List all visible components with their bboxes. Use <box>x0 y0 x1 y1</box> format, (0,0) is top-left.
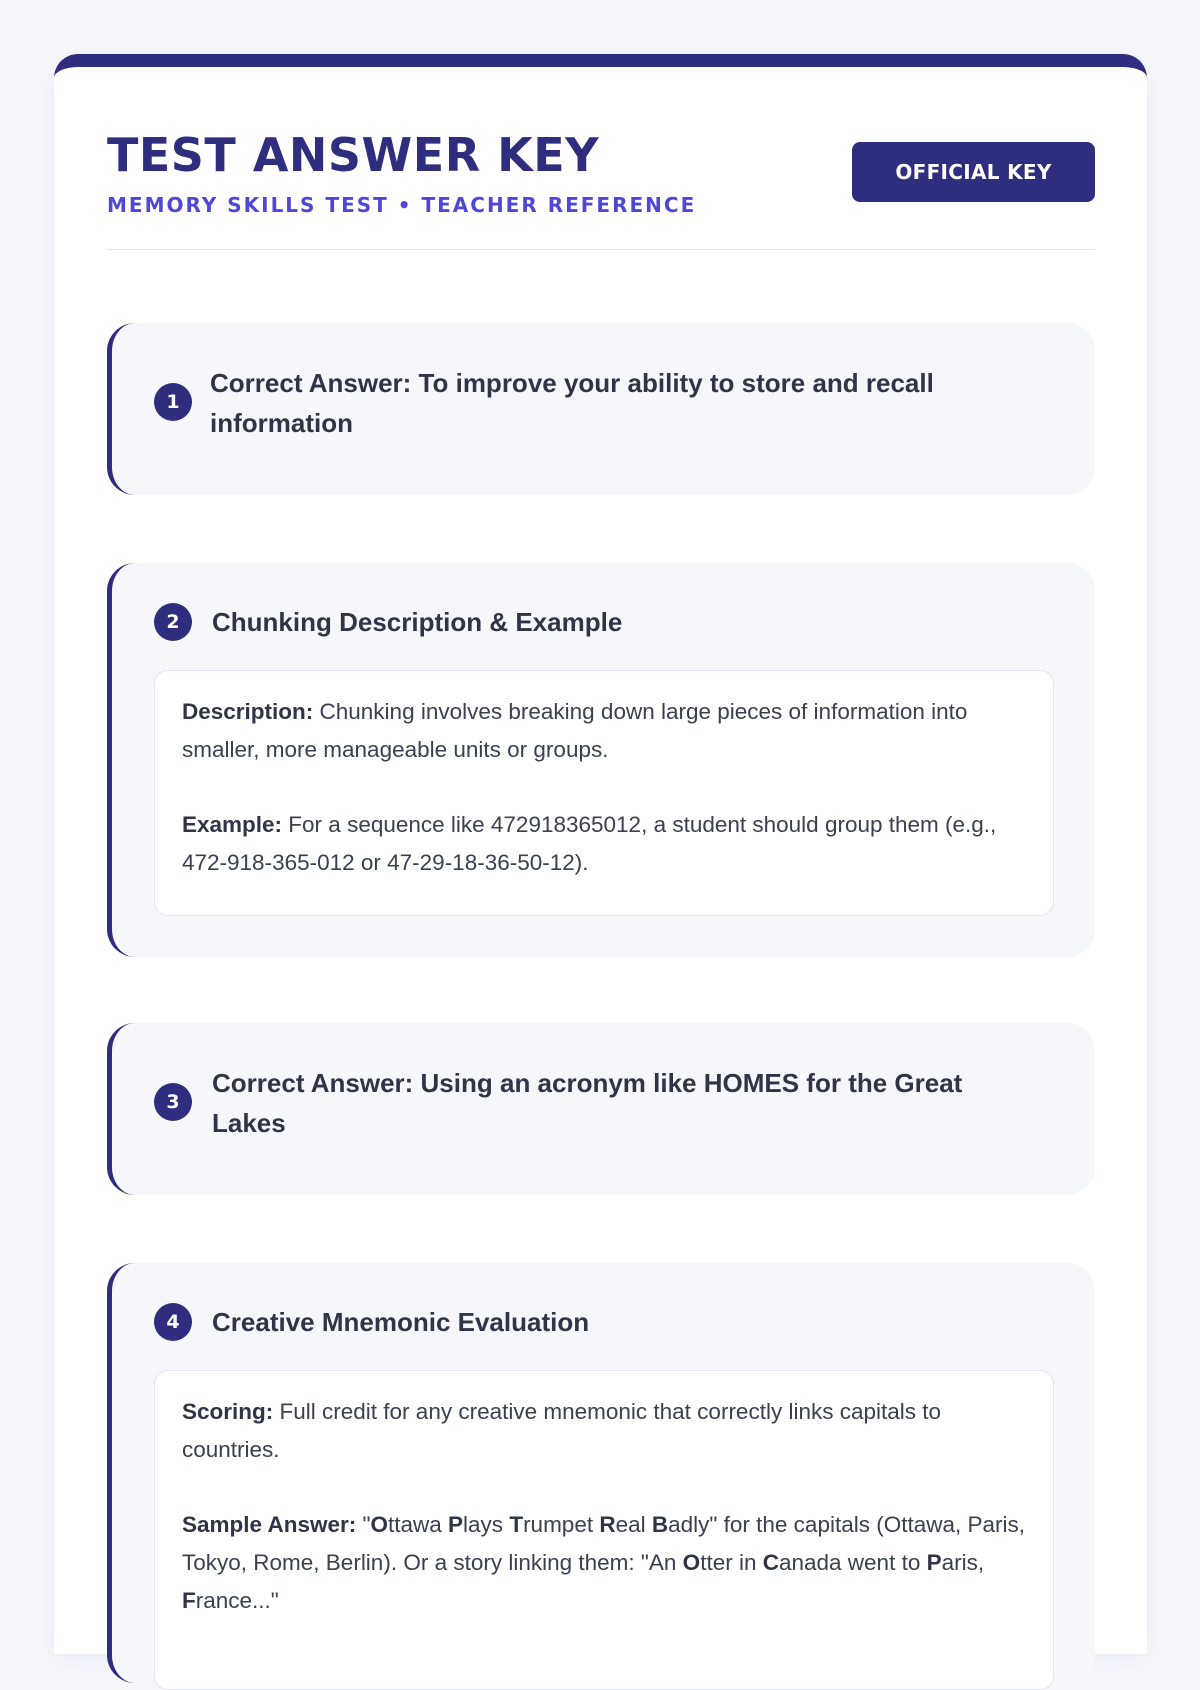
scoring-label: Scoring: <box>182 1399 274 1424</box>
description-label: Description: <box>182 699 314 724</box>
answer-item-2 <box>107 563 1095 957</box>
page-subtitle: MEMORY SKILLS TEST • TEACHER REFERENCE <box>107 193 697 217</box>
sample-story: Otter in Canada went to Paris, France <box>182 1550 985 1613</box>
example-text: For a sequence like 472918365012, a student should group them (e.g., 472-918-365-012 or 47-29-18-36-50-12). <box>182 812 997 875</box>
item-heading: Creative Mnemonic Evaluation <box>212 1307 590 1337</box>
answer-key-card <box>54 54 1147 1654</box>
description-text: Chunking involves breaking down large pieces of information into smaller, more manageable units or groups. <box>182 699 968 762</box>
question-number-badge: 4 <box>154 1303 192 1341</box>
scoring-text: Full credit for any creative mnemonic that correctly links capitals to countries. <box>182 1399 942 1462</box>
page-title: TEST ANSWER KEY <box>107 128 600 182</box>
question-number-badge: 3 <box>154 1083 192 1121</box>
sample-after-text: " for the capitals (Ottawa, Paris, Tokyo, Rome, Berlin). Or a story linking them: "An <box>182 1512 1026 1575</box>
scoring-paragraph <box>182 1393 1027 1469</box>
correct-answer-text: Correct Answer: Using an acronym like HOMES for the Great Lakes <box>212 1068 963 1138</box>
answer-detail-box <box>154 1370 1054 1690</box>
correct-answer-text: Correct Answer: To improve your ability to store and recall information <box>210 368 934 438</box>
question-number-badge: 2 <box>154 603 192 641</box>
answer-item-3 <box>107 1023 1095 1195</box>
page-header <box>107 125 1095 250</box>
question-number-badge: 1 <box>154 383 192 421</box>
example-paragraph <box>182 806 1027 882</box>
answer-item-4 <box>107 1263 1095 1683</box>
sample-mnemonic: Ottawa Plays Trumpet Real Badly <box>370 1512 710 1537</box>
official-key-badge: OFFICIAL KEY <box>852 142 1095 202</box>
description-paragraph <box>182 693 1027 769</box>
sample-open-quote: " <box>356 1512 371 1537</box>
answer-item-1 <box>107 323 1095 495</box>
sample-answer-paragraph <box>182 1506 1027 1620</box>
sample-answer-label: Sample Answer: <box>182 1512 357 1537</box>
story-close: ..." <box>252 1588 279 1613</box>
item-heading: Chunking Description & Example <box>212 607 623 637</box>
answer-detail-box <box>154 670 1054 916</box>
example-label: Example: <box>182 812 283 837</box>
